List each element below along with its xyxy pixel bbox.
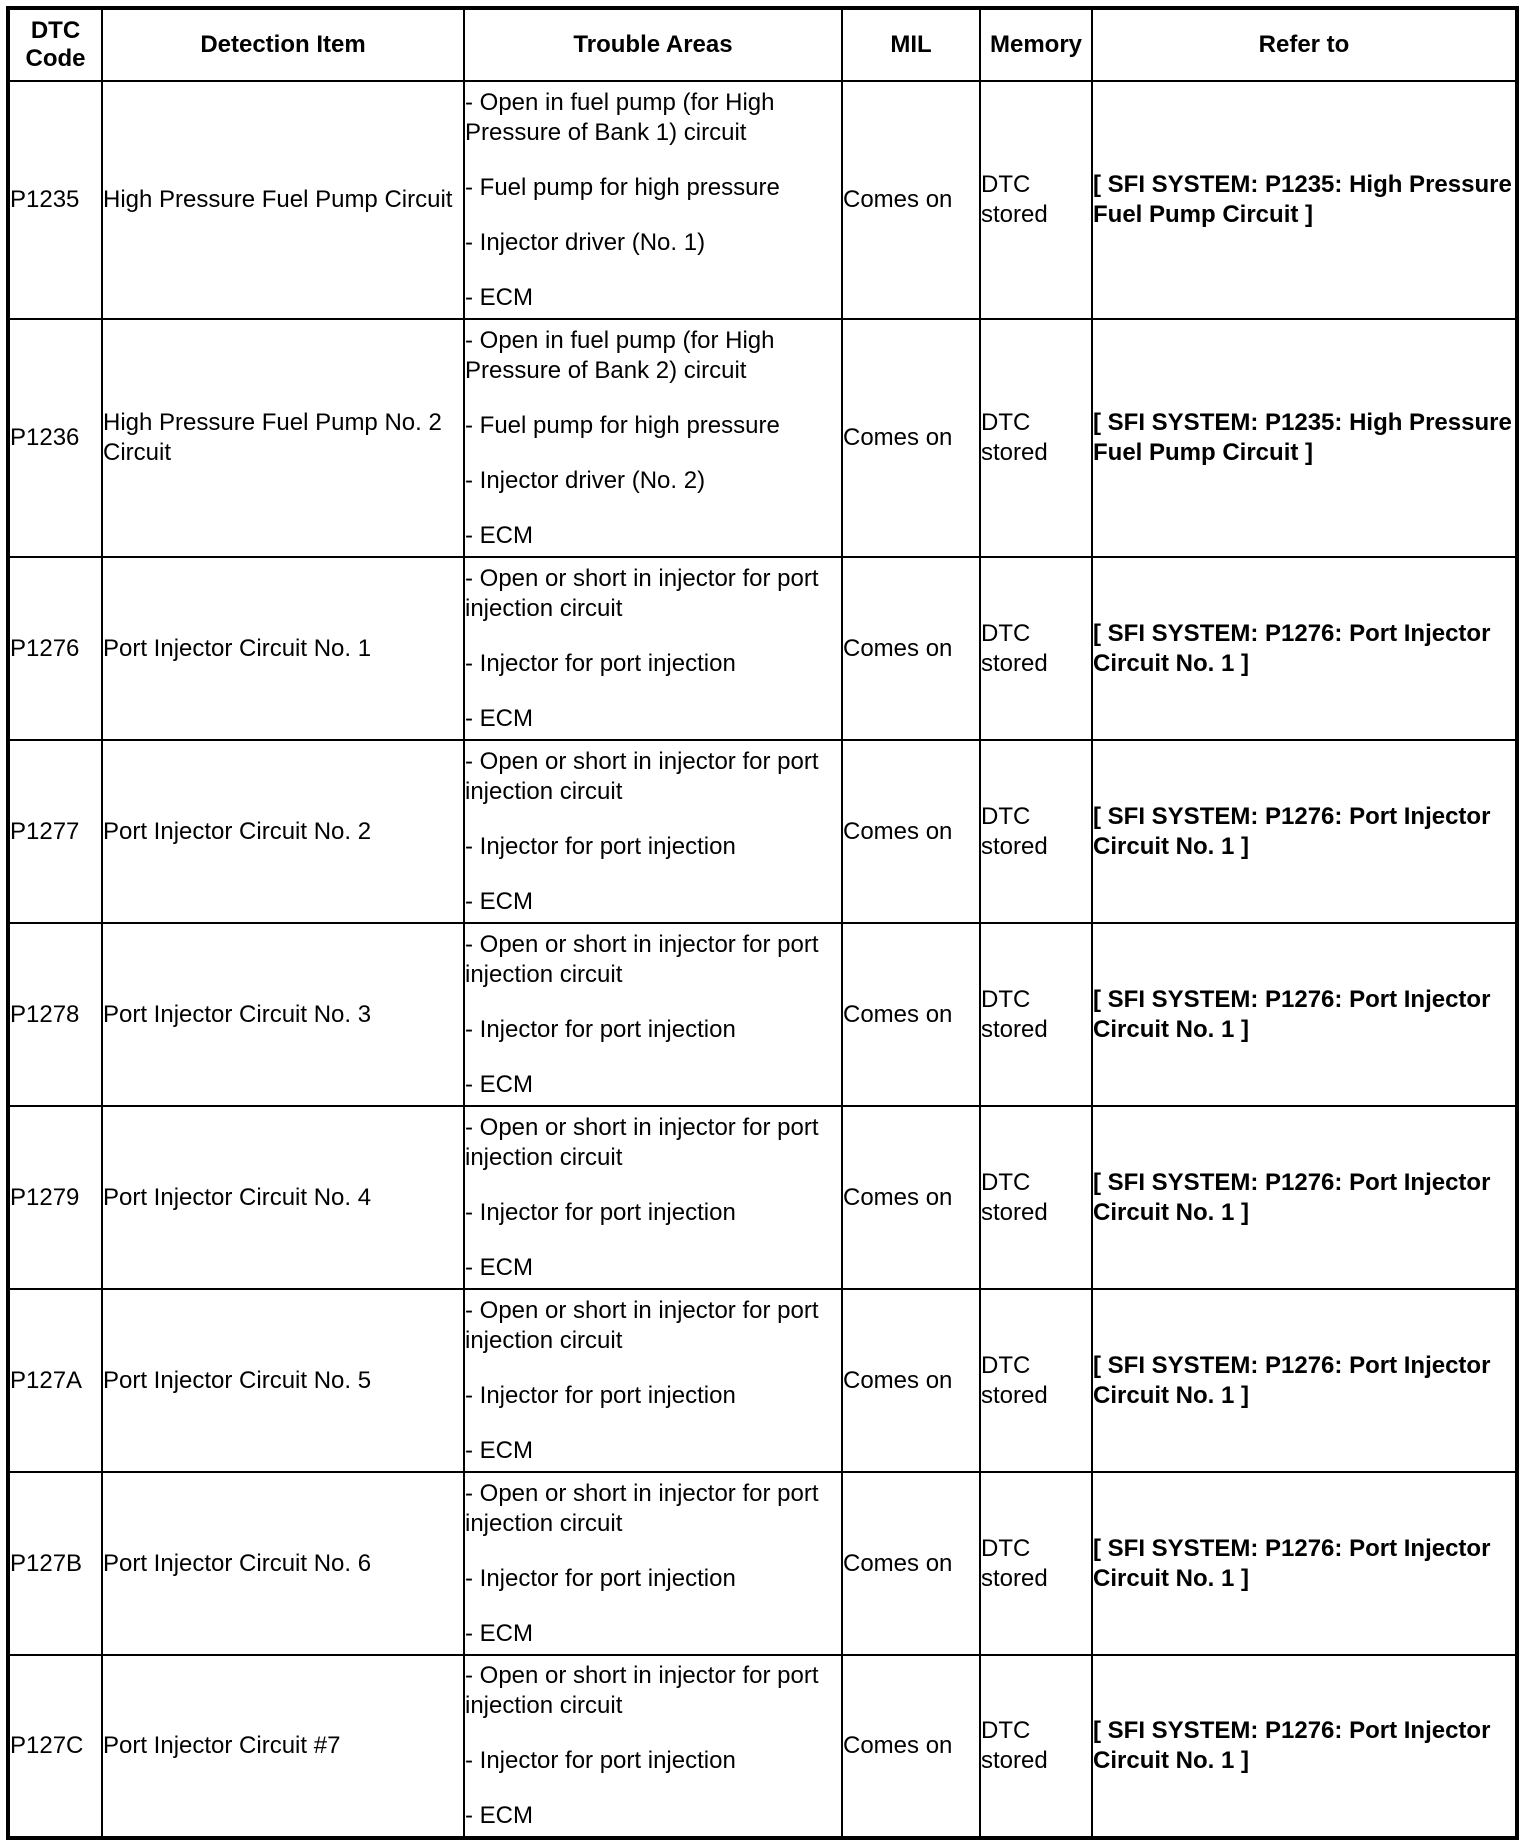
trouble-area-line: - Injector for port injection — [465, 1381, 736, 1409]
trouble-area-line: - ECM — [465, 1619, 533, 1647]
detection-item: High Pressure Fuel Pump Circuit — [102, 81, 464, 319]
detection-item: Port Injector Circuit No. 4 — [102, 1106, 464, 1289]
table-row — [8, 1289, 1517, 1472]
detection-item: Port Injector Circuit No. 6 — [102, 1472, 464, 1655]
header-refer-to: Refer to — [1092, 8, 1517, 81]
trouble-area-line: - Open in fuel pump (for High Pressure of Bank 2) circuit — [465, 326, 775, 384]
refer-to-link[interactable]: [ SFI SYSTEM: P1235: High Pressure Fuel Pump Circuit ] — [1092, 81, 1517, 319]
dtc-table — [6, 6, 1519, 1840]
dtc-code: P127B — [8, 1472, 102, 1655]
mil-status: Comes on — [842, 1472, 980, 1655]
memory-status — [980, 1106, 1092, 1289]
refer-to-link[interactable]: [ SFI SYSTEM: P1276: Port Injector Circuit No. 1 ] — [1092, 1289, 1517, 1472]
table-row — [8, 81, 1517, 319]
detection-item: Port Injector Circuit No. 2 — [102, 740, 464, 923]
refer-to-link[interactable]: [ SFI SYSTEM: P1276: Port Injector Circuit No. 1 ] — [1092, 740, 1517, 923]
trouble-areas — [464, 319, 842, 557]
trouble-area-line: - Open or short in injector for port injection circuit — [465, 930, 819, 988]
detection-item: Port Injector Circuit #7 — [102, 1655, 464, 1838]
trouble-area-line: - Fuel pump for high pressure — [465, 411, 780, 439]
memory-line: stored — [981, 1564, 1048, 1592]
memory-status — [980, 81, 1092, 319]
table-row — [8, 923, 1517, 1106]
refer-to-link[interactable]: [ SFI SYSTEM: P1235: High Pressure Fuel Pump Circuit ] — [1092, 319, 1517, 557]
header-mil: MIL — [842, 8, 980, 81]
header-dtc-code-line-1: DTC — [30, 17, 81, 44]
table-row — [8, 1472, 1517, 1655]
memory-status — [980, 1655, 1092, 1838]
memory-line: stored — [981, 1015, 1048, 1043]
memory-line: stored — [981, 649, 1048, 677]
trouble-area-line: - Injector for port injection — [465, 1015, 736, 1043]
mil-status: Comes on — [842, 1106, 980, 1289]
memory-status — [980, 319, 1092, 557]
dtc-code: P1277 — [8, 740, 102, 923]
memory-line: stored — [981, 1381, 1048, 1409]
refer-to-link[interactable]: [ SFI SYSTEM: P1276: Port Injector Circuit No. 1 ] — [1092, 1472, 1517, 1655]
mil-status: Comes on — [842, 81, 980, 319]
trouble-area-line: - Injector for port injection — [465, 649, 736, 677]
mil-status: Comes on — [842, 319, 980, 557]
mil-status: Comes on — [842, 1289, 980, 1472]
memory-line: DTC — [981, 802, 1031, 830]
trouble-area-line: - Open or short in injector for port injection circuit — [465, 1296, 819, 1354]
dtc-code: P1236 — [8, 319, 102, 557]
refer-to-link[interactable]: [ SFI SYSTEM: P1276: Port Injector Circuit No. 1 ] — [1092, 557, 1517, 740]
memory-status — [980, 923, 1092, 1106]
header-trouble-areas: Trouble Areas — [464, 8, 842, 81]
mil-status: Comes on — [842, 923, 980, 1106]
detection-item: Port Injector Circuit No. 3 — [102, 923, 464, 1106]
refer-to-link[interactable]: [ SFI SYSTEM: P1276: Port Injector Circuit No. 1 ] — [1092, 923, 1517, 1106]
memory-line: DTC — [981, 619, 1031, 647]
trouble-areas — [464, 923, 842, 1106]
table-row — [8, 557, 1517, 740]
table-row — [8, 319, 1517, 557]
trouble-area-line: - Injector for port injection — [465, 1564, 736, 1592]
memory-line: DTC — [981, 1351, 1031, 1379]
trouble-areas — [464, 1106, 842, 1289]
memory-status — [980, 1289, 1092, 1472]
trouble-area-line: - ECM — [465, 283, 533, 311]
trouble-area-line: - ECM — [465, 887, 533, 915]
trouble-area-line: - ECM — [465, 1253, 533, 1281]
trouble-area-line: - ECM — [465, 521, 533, 549]
header-memory: Memory — [980, 8, 1092, 81]
trouble-areas — [464, 557, 842, 740]
memory-line: stored — [981, 439, 1048, 466]
trouble-area-line: - ECM — [465, 1436, 533, 1464]
trouble-area-line: - Injector driver (No. 2) — [465, 466, 706, 494]
dtc-code: P127C — [8, 1655, 102, 1838]
memory-line: DTC — [981, 985, 1031, 1013]
trouble-area-line: - Fuel pump for high pressure — [465, 173, 780, 201]
refer-to-link[interactable]: [ SFI SYSTEM: P1276: Port Injector Circuit No. 1 ] — [1092, 1655, 1517, 1838]
dtc-code: P1279 — [8, 1106, 102, 1289]
memory-line: stored — [981, 201, 1048, 228]
trouble-areas — [464, 1472, 842, 1655]
trouble-area-line: - Injector for port injection — [465, 1747, 736, 1774]
memory-line: stored — [981, 1747, 1048, 1774]
memory-line: DTC — [981, 1534, 1031, 1562]
dtc-code: P1235 — [8, 81, 102, 319]
trouble-area-line: - Open or short in injector for port injection circuit — [465, 1479, 819, 1537]
trouble-areas — [464, 1655, 842, 1838]
table-row — [8, 1106, 1517, 1289]
memory-line: DTC — [981, 1168, 1031, 1196]
header-row — [8, 8, 1517, 81]
header-dtc-code-line-2: Code — [25, 45, 86, 72]
detection-item: Port Injector Circuit No. 5 — [102, 1289, 464, 1472]
memory-status — [980, 1472, 1092, 1655]
refer-to-link[interactable]: [ SFI SYSTEM: P1276: Port Injector Circuit No. 1 ] — [1092, 1106, 1517, 1289]
table-body — [8, 81, 1517, 1838]
dtc-code: P127A — [8, 1289, 102, 1472]
trouble-areas — [464, 740, 842, 923]
trouble-area-line: - Injector driver (No. 1) — [465, 228, 706, 256]
mil-status: Comes on — [842, 740, 980, 923]
trouble-area-line: - Open or short in injector for port injection circuit — [465, 1662, 819, 1719]
trouble-areas — [464, 1289, 842, 1472]
trouble-area-line: - ECM — [465, 1802, 533, 1829]
dtc-code: P1278 — [8, 923, 102, 1106]
memory-line: DTC — [981, 1717, 1031, 1744]
memory-status — [980, 557, 1092, 740]
memory-line: DTC — [981, 409, 1031, 436]
table-row — [8, 1655, 1517, 1838]
trouble-area-line: - ECM — [465, 1070, 533, 1098]
trouble-area-line: - Open in fuel pump (for High Pressure of Bank 1) circuit — [465, 88, 775, 146]
trouble-area-line: - Injector for port injection — [465, 1198, 736, 1226]
header-dtc-code — [8, 8, 102, 81]
memory-status — [980, 740, 1092, 923]
table-row — [8, 740, 1517, 923]
mil-status: Comes on — [842, 557, 980, 740]
memory-line: stored — [981, 1198, 1048, 1226]
dtc-code: P1276 — [8, 557, 102, 740]
trouble-area-line: - ECM — [465, 704, 533, 732]
mil-status: Comes on — [842, 1655, 980, 1838]
trouble-area-line: - Injector for port injection — [465, 832, 736, 860]
trouble-area-line: - Open or short in injector for port injection circuit — [465, 747, 819, 805]
memory-line: DTC — [981, 171, 1031, 198]
trouble-areas — [464, 81, 842, 319]
header-detection-item: Detection Item — [102, 8, 464, 81]
detection-item: High Pressure Fuel Pump No. 2 Circuit — [102, 319, 464, 557]
trouble-area-line: - Open or short in injector for port injection circuit — [465, 1113, 819, 1171]
trouble-area-line: - Open or short in injector for port injection circuit — [465, 564, 819, 622]
detection-item: Port Injector Circuit No. 1 — [102, 557, 464, 740]
memory-line: stored — [981, 832, 1048, 860]
